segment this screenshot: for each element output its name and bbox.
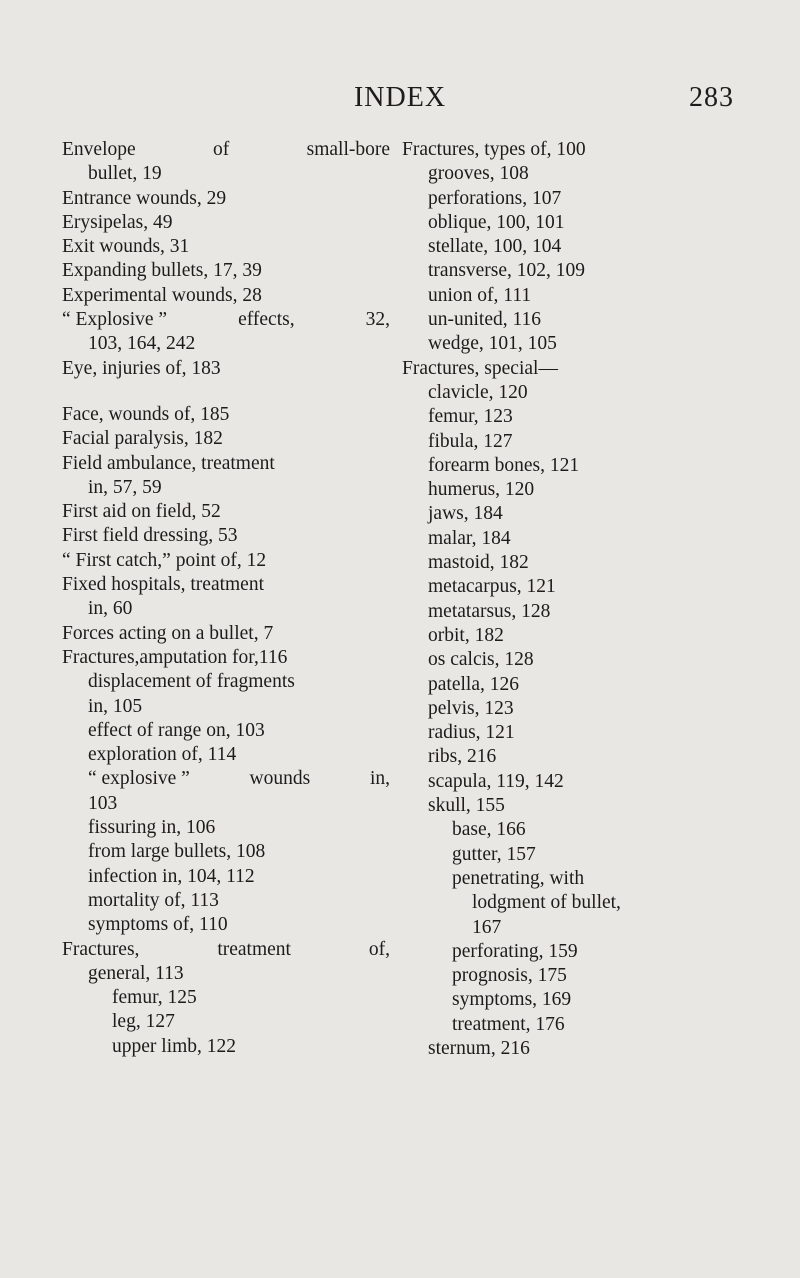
index-word: Fractures,: [62, 938, 140, 960]
index-entry: Erysipelas, 49: [62, 211, 173, 233]
index-subentry: 103: [88, 792, 118, 814]
index-subentry: prognosis, 175: [452, 965, 567, 987]
index-entry: Experimental wounds, 28: [62, 284, 262, 306]
index-entry: Fixed hospitals, treatment: [62, 574, 265, 596]
index-subentry: in, 105: [88, 695, 143, 717]
index-word: “ Explosive ”: [62, 309, 168, 331]
index-subentry: pelvis, 123: [428, 697, 514, 719]
index-subentry: infection in, 104, 112: [88, 865, 255, 887]
index-entry: Fractures, special—: [402, 357, 558, 379]
index-subentry: displacement of fragments: [88, 671, 295, 693]
index-subentry: 167: [472, 916, 502, 938]
index-entry: “ First catch,” point of, 12: [62, 549, 267, 571]
index-subentry: femur, 125: [112, 987, 197, 1009]
index-subentry: lodgment of bullet,: [472, 892, 621, 914]
index-word: 32,: [365, 309, 390, 331]
index-subentry: leg, 127: [112, 1011, 175, 1033]
index-subentry: 103, 164, 242: [88, 333, 196, 355]
index-subentry: mortality of, 113: [88, 889, 219, 911]
index-subentry: radius, 121: [428, 722, 515, 744]
index-subentry: union of, 111: [428, 284, 532, 306]
index-subentry: fissuring in, 106: [88, 817, 216, 839]
index-subentry: malar, 184: [428, 527, 511, 549]
index-word: “ explosive ”: [88, 768, 190, 790]
index-entry: [62, 138, 390, 162]
index-subentry: exploration of, 114: [88, 744, 237, 766]
index-subentry: gutter, 157: [452, 843, 536, 865]
index-entry: Eye, injuries of, 183: [62, 357, 221, 379]
index-subentry: in, 57, 59: [88, 476, 162, 498]
index-subentry: fibula, 127: [428, 430, 513, 452]
index-subentry: penetrating, with: [452, 867, 585, 889]
index-subentry: metacarpus, 121: [428, 576, 556, 598]
index-subentry: un-united, 116: [428, 309, 542, 331]
index-subentry: perforating, 159: [452, 940, 578, 962]
section-gap: [62, 381, 390, 403]
index-column-right: [402, 138, 742, 1061]
index-subentry: transverse, 102, 109: [428, 260, 586, 282]
index-subentry: humerus, 120: [428, 479, 535, 501]
index-subentry: clavicle, 120: [428, 381, 528, 403]
index-subentry: base, 166: [452, 819, 526, 841]
index-entry: Fractures, types of, 100: [402, 139, 586, 160]
index-subentry: upper limb, 122: [112, 1035, 237, 1057]
index-entry: Face, wounds of, 185: [62, 403, 230, 425]
index-entry: Forces acting on a bullet, 7: [62, 622, 274, 644]
index-subentry: symptoms, 169: [452, 989, 572, 1011]
index-subentry: os calcis, 128: [428, 649, 534, 671]
index-word: in,: [369, 768, 390, 790]
index-subentry: stellate, 100, 104: [428, 236, 562, 258]
index-subentry: metatarsus, 128: [428, 600, 551, 622]
index-subentry: mastoid, 182: [428, 552, 529, 574]
index-word: treatment: [217, 938, 291, 960]
index-subentry: skull, 155: [428, 795, 505, 817]
index-entry: Facial paralysis, 182: [62, 428, 223, 450]
index-subentry: forearm bones, 121: [428, 454, 580, 476]
index-word: of: [213, 139, 230, 160]
index-subentry: treatment, 176: [452, 1013, 565, 1035]
index-subentry: patella, 126: [428, 673, 519, 695]
index-subentry: femur, 123: [428, 406, 513, 428]
index-subentry: wedge, 101, 105: [428, 333, 557, 355]
index-subentry: from large bullets, 108: [88, 841, 266, 863]
index-subentry: symptoms of, 110: [88, 914, 228, 936]
page-number: 283: [689, 82, 734, 113]
index-subentry: sternum, 216: [428, 1037, 530, 1059]
index-entry: First aid on field, 52: [62, 501, 221, 523]
index-entry: Field ambulance, treatment: [62, 452, 275, 474]
index-subentry: orbit, 182: [428, 624, 504, 646]
index-word: of,: [368, 938, 390, 960]
index-subentry: [62, 767, 390, 791]
index-subentry: effect of range on, 103: [88, 719, 265, 741]
index-entry: Fractures,amputation for,116: [62, 646, 288, 668]
index-word: effects,: [238, 309, 295, 331]
index-entry: Exit wounds, 31: [62, 236, 190, 258]
index-subentry: ribs, 216: [428, 746, 497, 768]
index-entry: Expanding bullets, 17, 39: [62, 260, 262, 282]
index-subentry: grooves, 108: [428, 163, 529, 185]
index-subentry: general, 113: [88, 962, 184, 984]
index-subentry: scapula, 119, 142: [428, 770, 564, 792]
index-entry: [62, 308, 390, 332]
index-word: small-bore: [306, 139, 390, 160]
page-header: [0, 82, 800, 122]
index-column-left: [62, 138, 390, 1059]
index-subentry: perforations, 107: [428, 187, 562, 209]
index-entry: First field dressing, 53: [62, 525, 238, 547]
index-word: Envelope: [62, 139, 136, 160]
index-word: wounds: [249, 768, 311, 790]
index-subentry: bullet, 19: [88, 163, 162, 185]
index-subentry: oblique, 100, 101: [428, 211, 565, 233]
index-subentry: jaws, 184: [428, 503, 503, 525]
index-entry: [62, 938, 390, 962]
index-entry: Entrance wounds, 29: [62, 187, 227, 209]
page-title: INDEX: [353, 82, 447, 113]
index-subentry: in, 60: [88, 598, 133, 620]
